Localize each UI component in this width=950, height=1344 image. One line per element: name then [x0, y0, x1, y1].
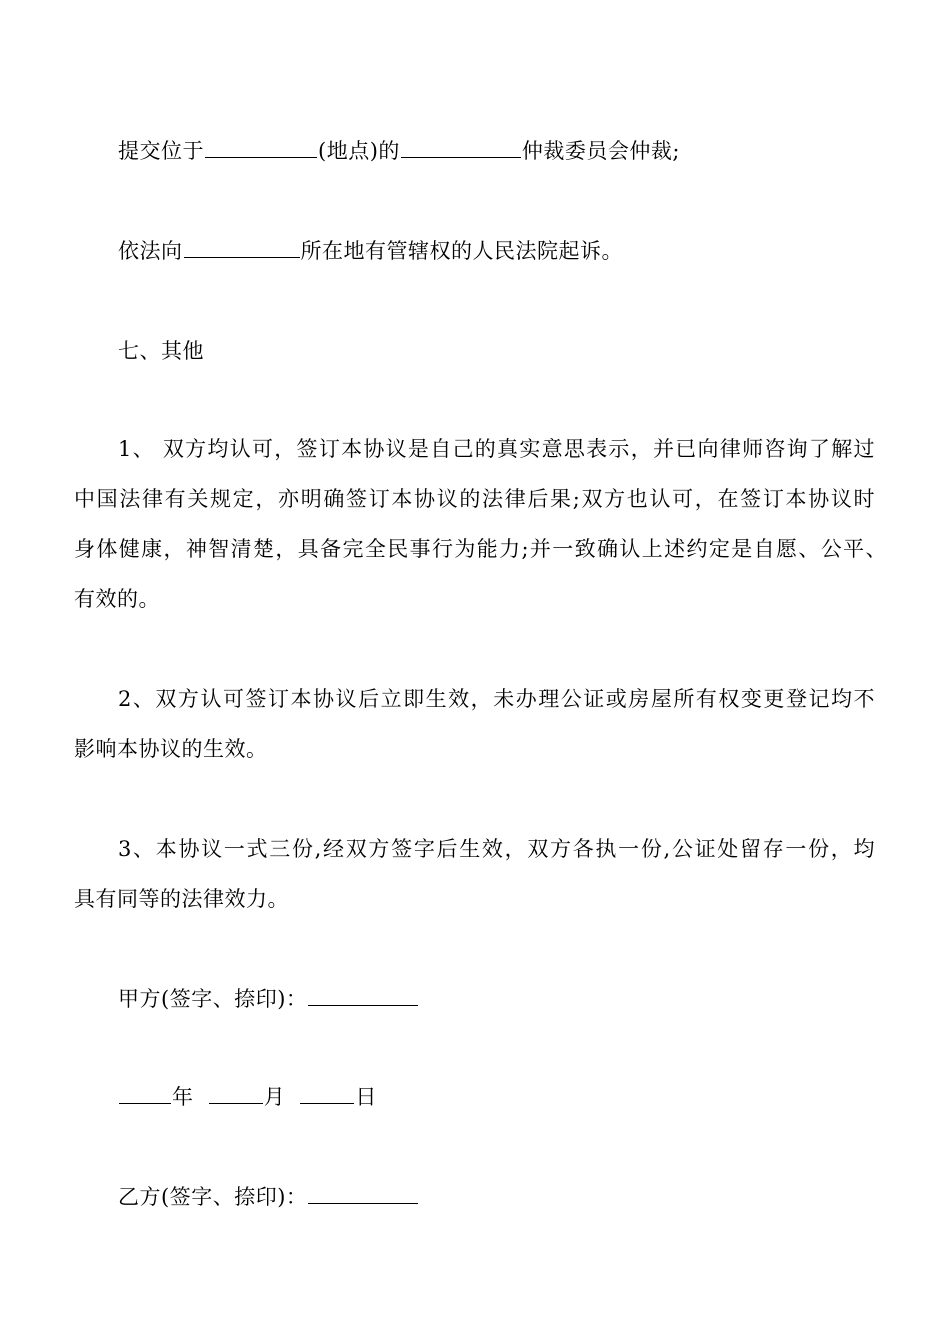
party-b-signature-blank: [308, 1182, 418, 1204]
item2-line1: [118, 684, 875, 714]
item1-line3: [74, 534, 887, 564]
item1-line3-text: 身体健康，神智清楚，具备完全民事行为能力;并一致确认上述约定是自愿、公平、: [74, 537, 887, 561]
item2-line1-text: 2、双方认可签订本协议后立即生效，未办理公证或房屋所有权变更登记均不: [118, 687, 875, 711]
arbitration-clause: [118, 136, 680, 166]
arbitration-committee-blank: [401, 136, 521, 158]
item1-line2-text: 中国法律有关规定，亦明确签订本协议的法律后果;双方也认可，在签订本协议时: [74, 487, 875, 511]
arbitration-text-2: (地点)的: [318, 139, 400, 163]
item1-line1-text: 1、 双方均认可，签订本协议是自己的真实意思表示，并已向律师咨询了解过: [118, 437, 875, 461]
party-a-signature-blank: [308, 984, 418, 1006]
month-blank: [209, 1082, 263, 1104]
item3-line1-text: 3、本协议一式三份,经双方签字后生效，双方各执一份,公证处留存一份，均: [118, 837, 875, 861]
litigation-text-1: 依法向: [118, 239, 183, 263]
item3-line2: 具有同等的法律效力。: [74, 887, 289, 911]
section-heading: 七、其他: [118, 339, 204, 363]
party-a-signature: [118, 984, 419, 1014]
court-location-blank: [184, 236, 300, 258]
year-blank: [119, 1082, 171, 1104]
item1-line1: [118, 434, 875, 464]
item2-line2: 影响本协议的生效。: [74, 737, 268, 761]
party-a-label: 甲方(签字、捺印)：: [118, 987, 308, 1011]
month-label: 月: [263, 1085, 286, 1109]
party-b-signature: [118, 1182, 419, 1212]
location-blank: [205, 136, 317, 158]
item3-line1: [118, 834, 875, 864]
day-label: 日: [355, 1085, 377, 1109]
date-line: [118, 1082, 377, 1112]
litigation-text-2: 所在地有管辖权的人民法院起诉。: [300, 239, 623, 263]
litigation-clause: [118, 236, 623, 266]
arbitration-text-1: 提交位于: [118, 139, 204, 163]
year-label: 年: [172, 1085, 194, 1109]
day-blank: [300, 1082, 354, 1104]
item1-line4: 有效的。: [74, 587, 160, 611]
arbitration-text-3: 仲裁委员会仲裁;: [521, 139, 680, 163]
item1-line2: [74, 484, 875, 514]
party-b-label: 乙方(签字、捺印)：: [118, 1185, 308, 1209]
